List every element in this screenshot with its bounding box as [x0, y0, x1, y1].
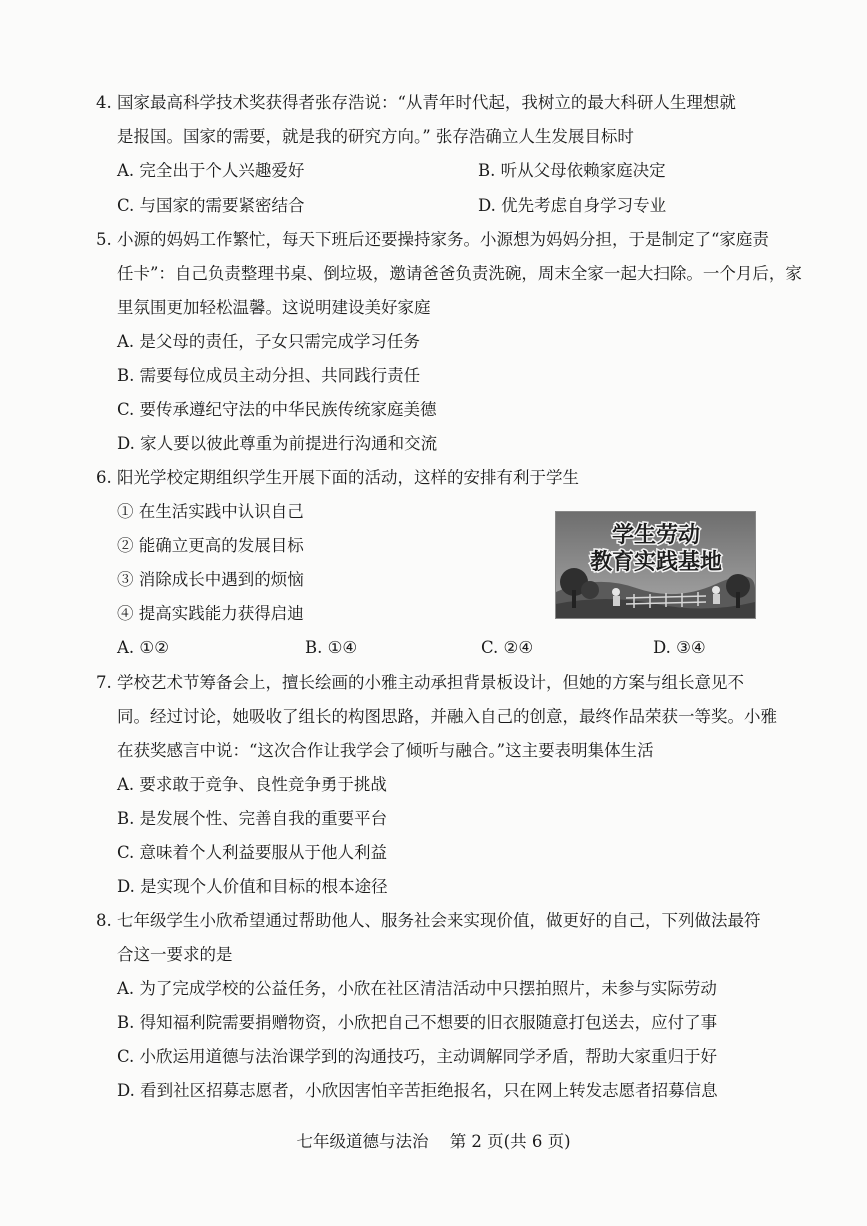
- q7-option-d: D. 是实现个人价值和目标的根本途径: [117, 877, 388, 896]
- q6-option-b: B. ①④: [305, 638, 358, 657]
- image-title-line2: 教育实践基地: [589, 550, 723, 575]
- q6-option-a: A. ①②: [117, 638, 169, 657]
- q6-item-4: ④ 提高实践能力获得启迪: [117, 604, 304, 623]
- q4-stem-line1: 4. 国家最高科学技术奖获得者张存浩说：“从青年时代起，我树立的最大科研人生理想就: [96, 93, 736, 112]
- q7-stem-line2: 同。经过讨论，她吸收了组长的构图思路，并融入自己的创意，最终作品荣获一等奖。小雅: [117, 707, 777, 726]
- q5-stem-line1: 5. 小源的妈妈工作繁忙，每天下班后还要操持家务。小源想为妈妈分担，于是制定了“家庭责: [96, 230, 769, 249]
- q4-option-b: B. 听从父母依赖家庭决定: [478, 161, 666, 180]
- footer-subject: 七年级道德与法治: [296, 1132, 429, 1151]
- q5-option-b: B. 需要每位成员主动分担、共同践行责任: [117, 366, 421, 385]
- q6-item-3: ③ 消除成长中遇到的烦恼: [117, 570, 304, 589]
- q4-stem-line2: 是报国。国家的需要，就是我的研究方向。” 张存浩确立人生发展目标时: [117, 127, 634, 146]
- q7-stem-line3: 在获奖感言中说：“这次合作让我学会了倾听与融合。”这主要表明集体生活: [117, 741, 654, 760]
- q5-stem-line2: 任卡”：自己负责整理书桌、倒垃圾，邀请爸爸负责洗碗，周末全家一起大扫除。一个月后，家: [117, 264, 802, 283]
- q5-option-c: C. 要传承遵纪守法的中华民族传统家庭美德: [117, 400, 437, 419]
- labor-education-base-image: [555, 511, 756, 619]
- q6-stem: 6. 阳光学校定期组织学生开展下面的活动，这样的安排有利于学生: [96, 468, 579, 487]
- q5-stem-line3: 里氛围更加轻松温馨。这说明建设美好家庭: [117, 298, 431, 317]
- q8-option-c: C. 小欣运用道德与法治课学到的沟通技巧，主动调解同学矛盾，帮助大家重归于好: [117, 1047, 718, 1066]
- q6-item-1: ① 在生活实践中认识自己: [117, 502, 304, 521]
- q8-option-a: A. 为了完成学校的公益任务，小欣在社区清洁活动中只摆拍照片，未参与实际劳动: [117, 979, 717, 998]
- q8-option-d: D. 看到社区招募志愿者，小欣因害怕辛苦拒绝报名，只在网上转发志愿者招募信息: [117, 1081, 718, 1100]
- q8-stem-line2: 合这一要求的是: [117, 945, 233, 964]
- q6-option-d: D. ③④: [653, 638, 706, 657]
- q4-option-a: A. 完全出于个人兴趣爱好: [117, 161, 305, 180]
- q8-stem-line1: 8. 七年级学生小欣希望通过帮助他人、服务社会来实现价值，做更好的自己，下列做法最符: [96, 911, 761, 930]
- q4-option-d: D. 优先考虑自身学习专业: [478, 196, 667, 215]
- q7-option-a: A. 要求敢于竞争、良性竞争勇于挑战: [117, 775, 387, 794]
- q7-option-b: B. 是发展个性、完善自我的重要平台: [117, 809, 388, 828]
- q7-stem-line1: 7. 学校艺术节筹备会上，擅长绘画的小雅主动承担背景板设计，但她的方案与组长意见不: [96, 673, 744, 692]
- footer-page-number: 第 2 页(共 6 页): [449, 1132, 571, 1151]
- image-title-line1: 学生劳动: [611, 523, 701, 548]
- q5-option-d: D. 家人要以彼此尊重为前提进行沟通和交流: [117, 434, 438, 453]
- q4-option-c: C. 与国家的需要紧密结合: [117, 196, 305, 215]
- q5-option-a: A. 是父母的责任，子女只需完成学习任务: [117, 332, 420, 351]
- q8-option-b: B. 得知福利院需要捐赠物资，小欣把自己不想要的旧衣服随意打包送去，应付了事: [117, 1013, 718, 1032]
- page-footer: [0, 1128, 867, 1152]
- q6-option-c: C. ②④: [481, 638, 534, 657]
- q7-option-c: C. 意味着个人利益要服从于他人利益: [117, 843, 388, 862]
- q6-item-2: ② 能确立更高的发展目标: [117, 536, 304, 555]
